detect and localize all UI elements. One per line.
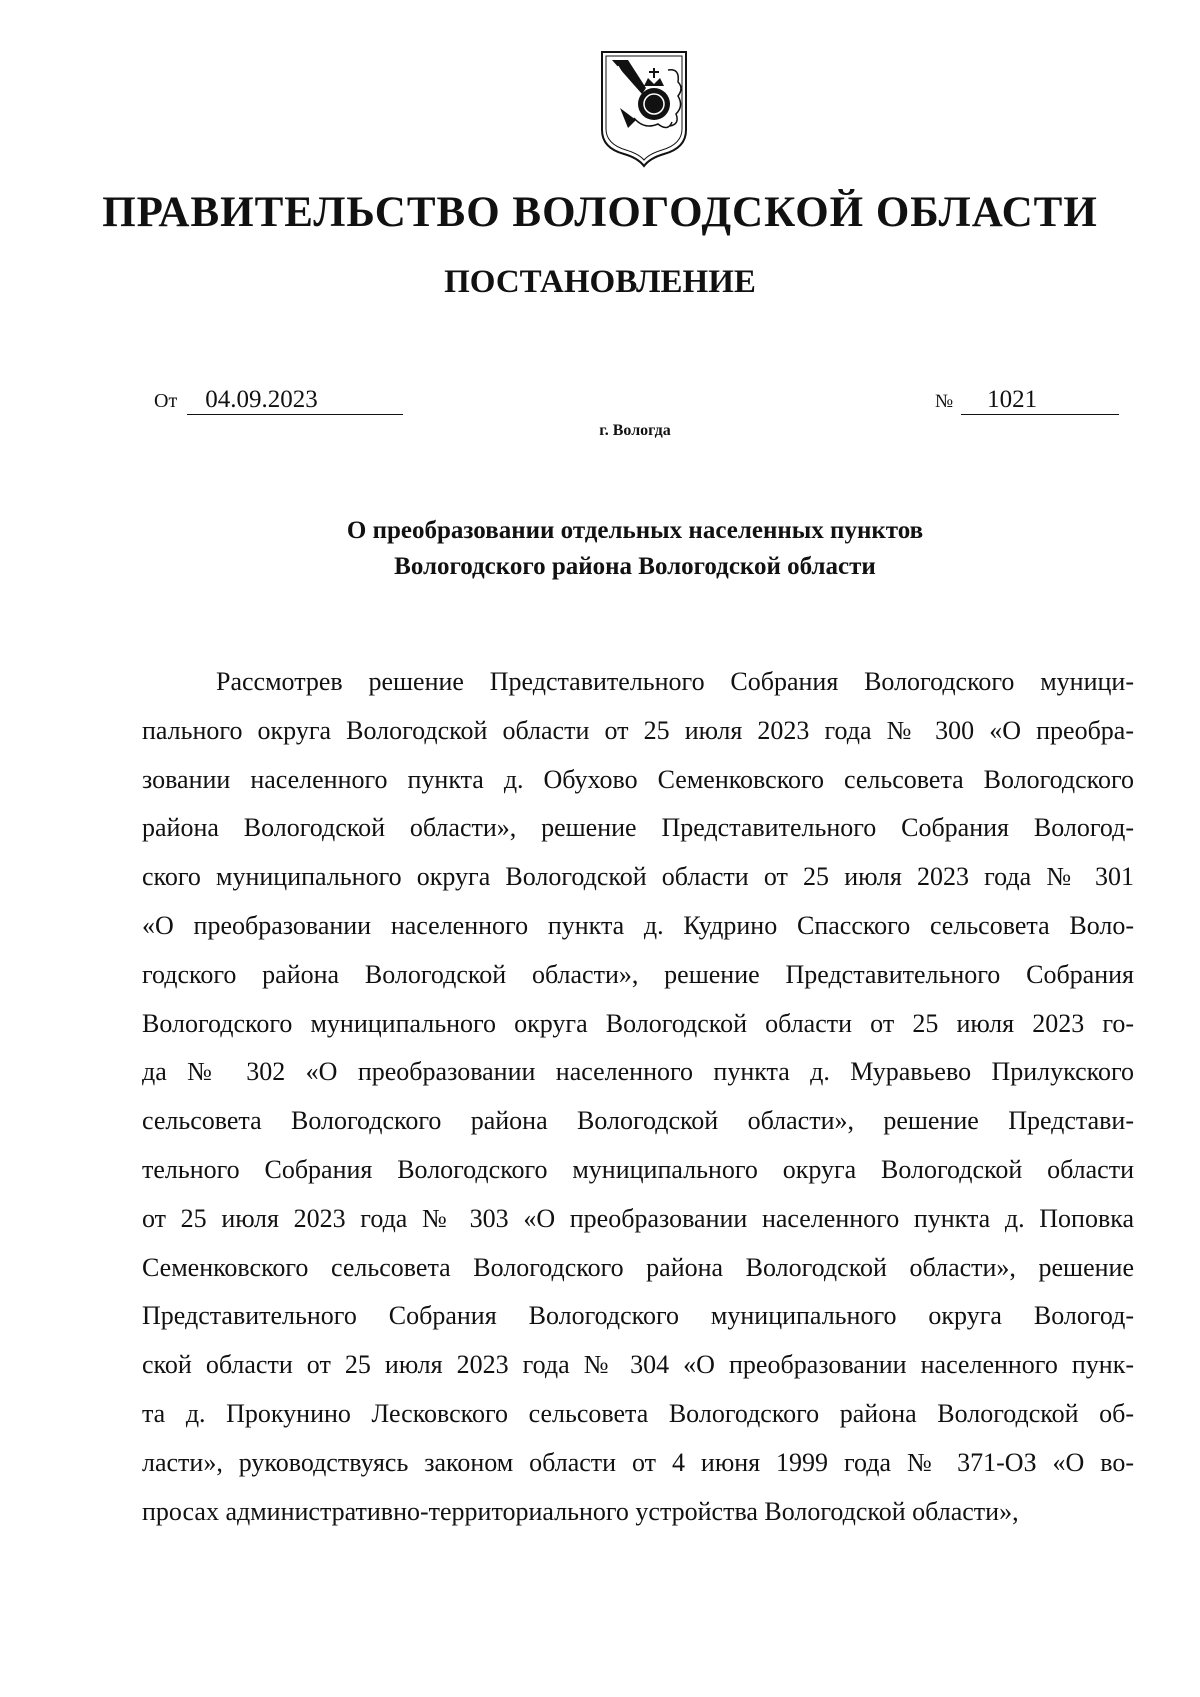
body-line: просах административно-территориального устройства Вологодской области», — [142, 1496, 1019, 1526]
body-line: «О преобразовании населенного пункта д. Кудрино Спасского сельсовета Воло- — [142, 910, 1134, 940]
coat-of-arms-icon — [598, 48, 690, 168]
body-line: пального округа Вологодской области от 25 июля 2023 года № 300 «О преобра- — [142, 715, 1134, 745]
body-line: от 25 июля 2023 года № 303 «О преобразовании населенного пункта д. Поповка — [142, 1203, 1134, 1233]
body-line: зовании населенного пункта д. Обухово Семенковского сельсовета Вологодского — [142, 764, 1134, 794]
body-line: годского района Вологодской области», решение Представительного Собрания — [142, 959, 1134, 989]
document-body — [142, 658, 1134, 1536]
body-line: сельсовета Вологодского района Вологодской области», решение Представи- — [142, 1106, 1134, 1136]
document-date: 04.09.2023 — [187, 386, 403, 415]
document-number-row — [935, 386, 1119, 415]
document-number: 1021 — [961, 386, 1119, 415]
body-line: ского муниципального округа Вологодской области от 25 июля 2023 года № 301 — [142, 862, 1134, 892]
document-date-row — [154, 386, 403, 415]
body-line: та д. Прокунино Лесковского сельсовета Вологодского района Вологодской об- — [142, 1398, 1134, 1428]
body-line: тельного Собрания Вологодского муниципального округа Вологодской области — [142, 1154, 1134, 1184]
date-prefix-label: От — [154, 390, 178, 412]
document-type-title: ПОСТАНОВЛЕНИЕ — [444, 264, 756, 300]
body-line: ской области от 25 июля 2023 года № 304 «О преобразовании населенного пунк- — [142, 1350, 1134, 1380]
document-city: г. Вологда — [599, 422, 671, 439]
body-line: да № 302 «О преобразовании населенного пункта д. Муравьево Прилукского — [142, 1057, 1134, 1087]
government-title: ПРАВИТЕЛЬСТВО ВОЛОГОДСКОЙ ОБЛАСТИ — [102, 189, 1098, 236]
body-line: района Вологодской области», решение Представительного Собрания Вологод- — [142, 813, 1134, 843]
body-line: Рассмотрев решение Представительного Собрания Вологодского муници- — [216, 667, 1134, 696]
body-line: Вологодского муниципального округа Вологодской области от 25 июля 2023 го- — [142, 1008, 1134, 1038]
body-line: Представительного Собрания Вологодского муниципального округа Вологод- — [142, 1301, 1134, 1331]
body-line: ласти», руководствуясь законом области от 4 июня 1999 года № 371-ОЗ «О во- — [142, 1447, 1134, 1477]
document-subject — [0, 513, 1200, 585]
subject-line: О преобразовании отдельных населенных пунктов — [346, 517, 924, 544]
body-line: Семенковского сельсовета Вологодского района Вологодской области», решение — [142, 1252, 1134, 1282]
subject-line: Вологодского района Вологодской области — [394, 553, 876, 580]
number-prefix-label: № — [935, 391, 954, 412]
